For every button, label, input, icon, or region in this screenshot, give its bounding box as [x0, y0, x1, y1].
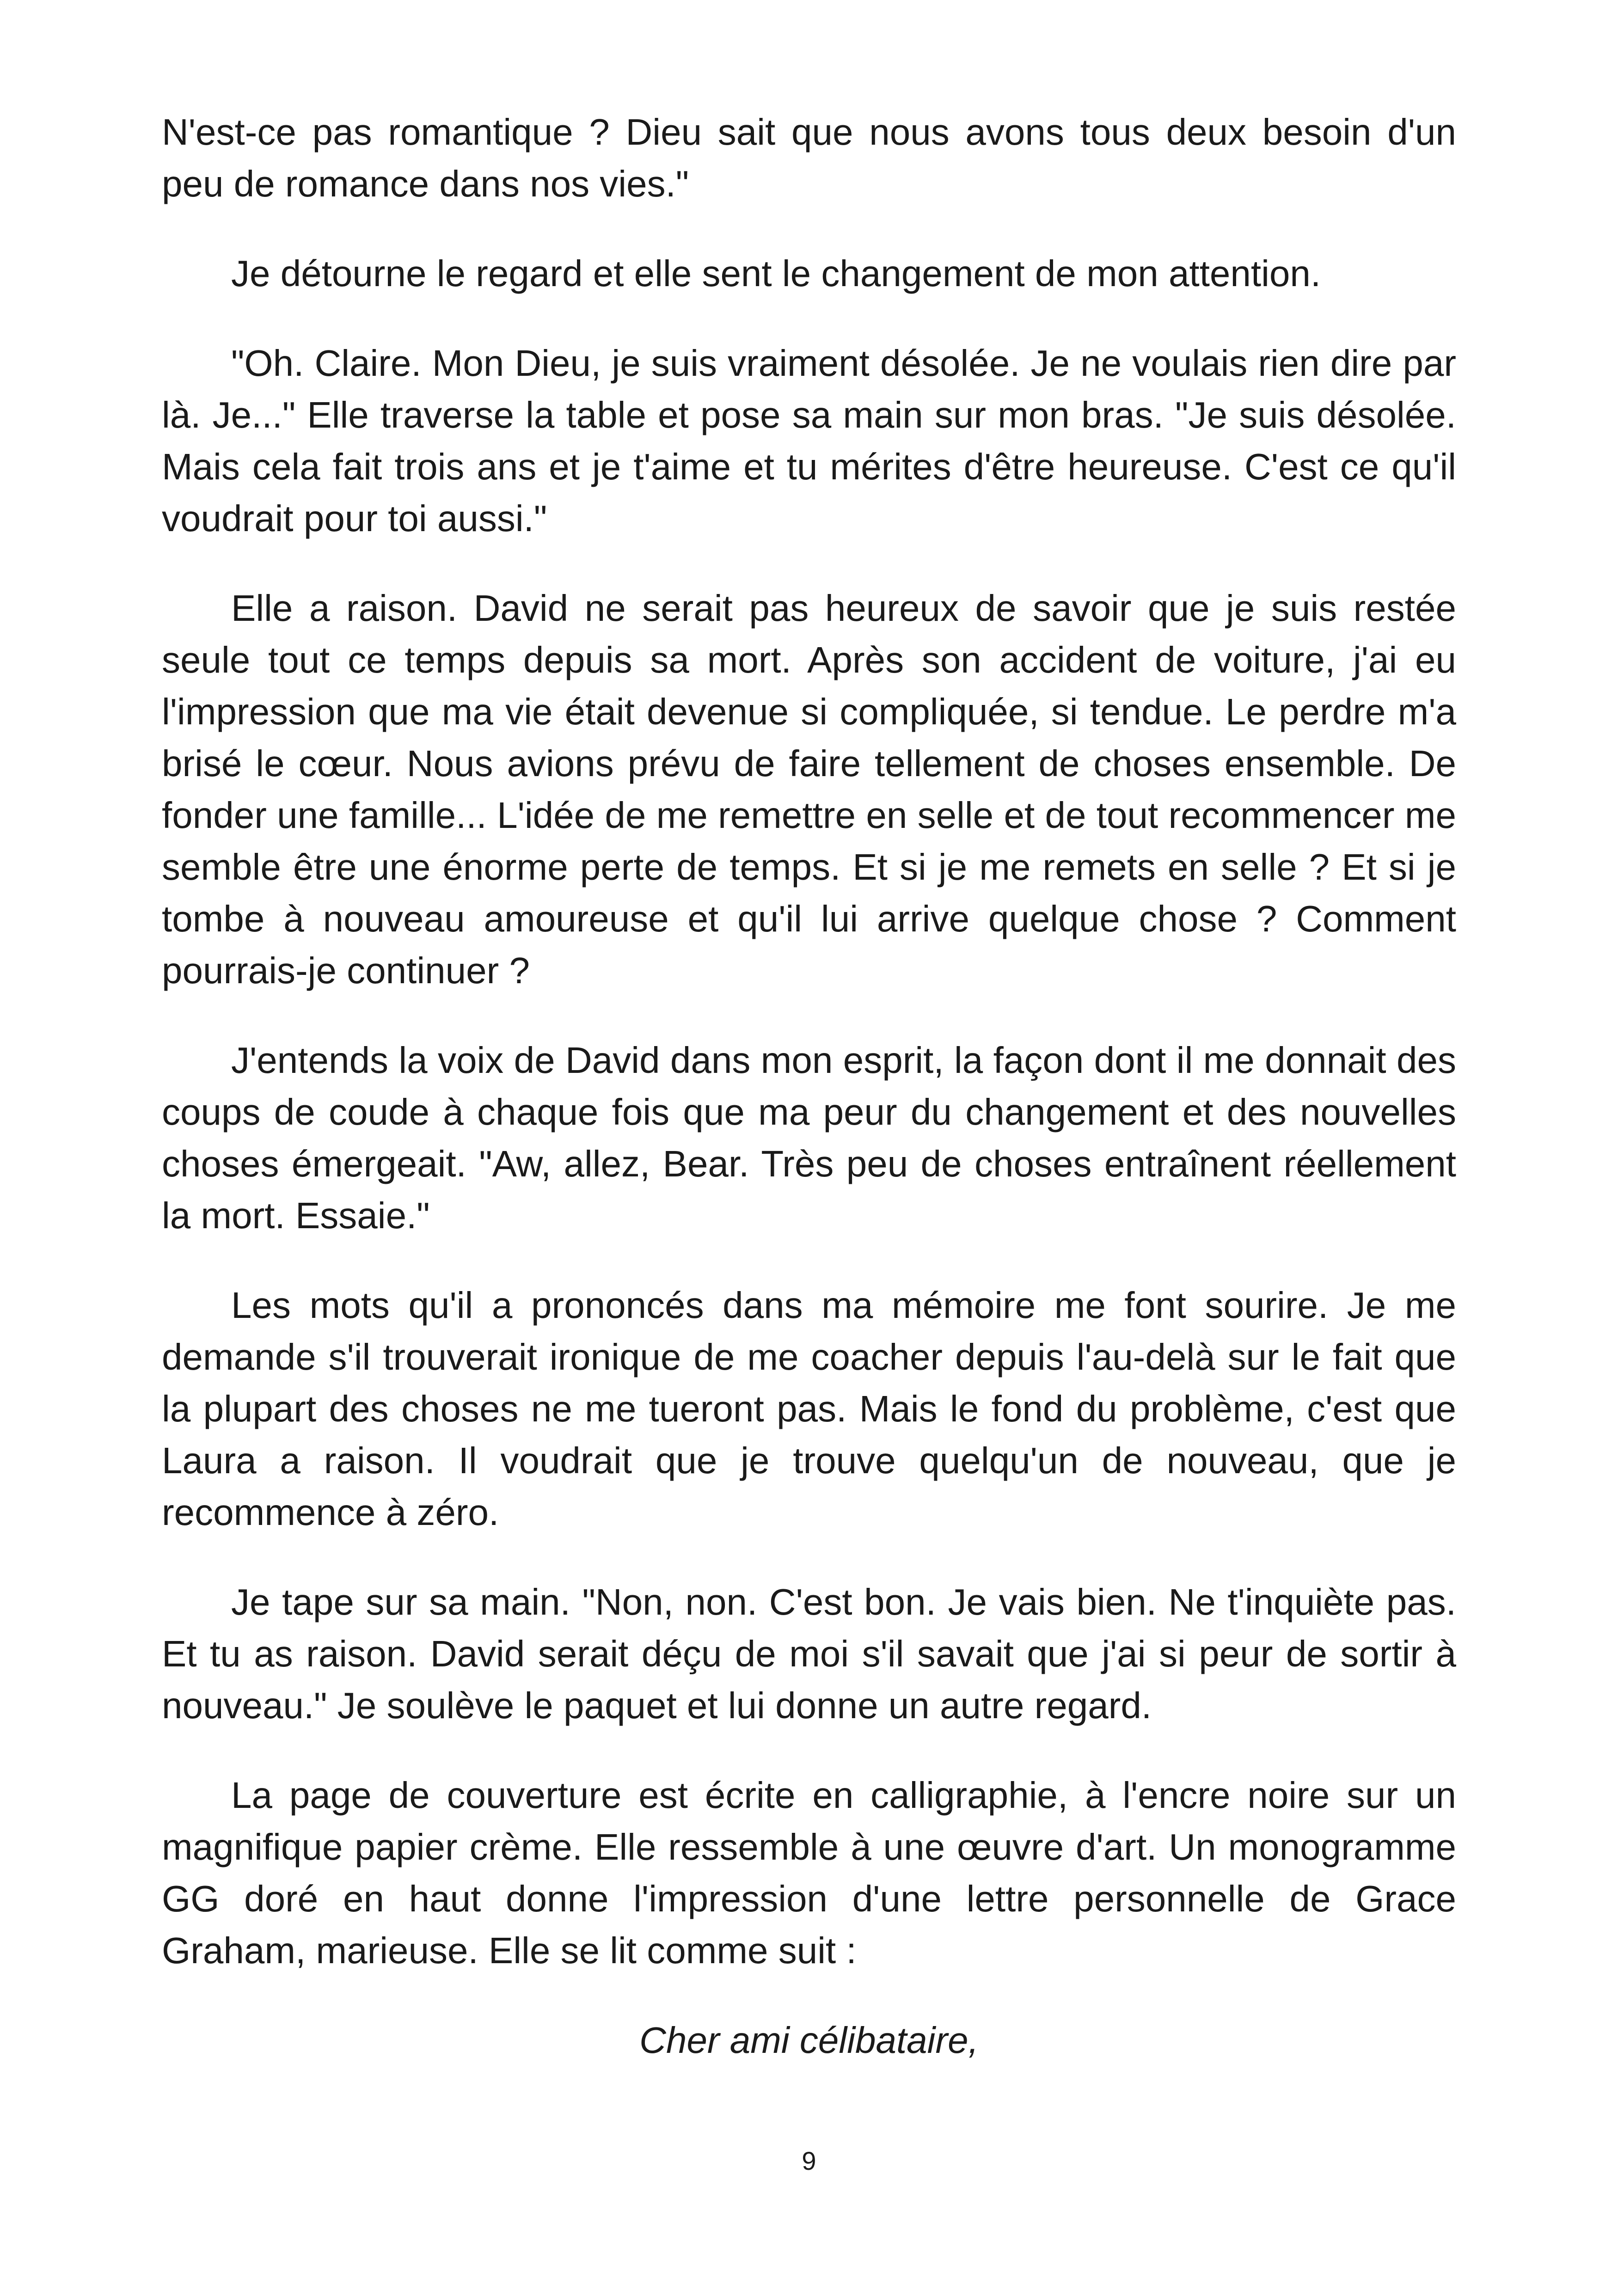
- paragraph: Elle a raison. David ne serait pas heureux de savoir que je suis restée seule tout ce temps depuis sa mort. Après son accident de voiture, j'ai eu l'impression que ma vie était devenue si compliquée, si tendue. Le perdre m'a brisé le cœur. Nous avions prévu de faire tellement de choses ensemble. De fonder une famille... L'idée de me remettre en selle et de tout recommencer me semble être une énorme perte de temps. Et si je me remets en selle ? Et si je tombe à nouveau amoureuse et qu'il lui arrive quelque chose ? Comment pourrais-je continuer ?: [162, 588, 1456, 991]
- paragraph: Les mots qu'il a prononcés dans ma mémoire me font sourire. Je me demande s'il trouverait ironique de me coacher depuis l'au-delà sur le fait que la plupart des choses ne me tueront pas. Mais le fond du problème, c'est que Laura a raison. Il voudrait que je trouve quelqu'un de nouveau, que je recommence à zéro.: [162, 1285, 1456, 1533]
- paragraph: N'est-ce pas romantique ? Dieu sait que nous avons tous deux besoin d'un peu de romance dans nos vies.": [162, 111, 1456, 204]
- paragraph: La page de couverture est écrite en calligraphie, à l'encre noire sur un magnifique papier crème. Elle ressemble à une œuvre d'art. Un monogramme GG doré en haut donne l'impression d'une lettre personnelle de Grace Graham, marieuse. Elle se lit comme suit :: [162, 1775, 1456, 1971]
- letter-salutation: Cher ami célibataire,: [639, 2020, 979, 2061]
- paragraph: Je détourne le regard et elle sent le changement de mon attention.: [231, 253, 1321, 294]
- document-page: [162, 106, 1456, 2066]
- paragraph: Je tape sur sa main. "Non, non. C'est bon. Je vais bien. Ne t'inquiète pas. Et tu as raison. David serait déçu de moi s'il savait que j'ai si peur de sortir à nouveau." Je soulève le paquet et lui donne un autre regard.: [162, 1581, 1456, 1726]
- paragraph: J'entends la voix de David dans mon esprit, la façon dont il me donnait des coups de coude à chaque fois que ma peur du changement et des nouvelles choses émergeait. "Aw, allez, Bear. Très peu de choses entraînent réellement la mort. Essaie.": [162, 1040, 1456, 1236]
- page-number: 9: [802, 2146, 816, 2175]
- paragraph: "Oh. Claire. Mon Dieu, je suis vraiment désolée. Je ne voulais rien dire par là. Je..." Elle traverse la table et pose sa main sur mon bras. "Je suis désolée. Mais cela fait trois ans et je t'aime et tu mérites d'être heureuse. C'est ce qu'il voudrait pour toi aussi.": [162, 343, 1456, 539]
